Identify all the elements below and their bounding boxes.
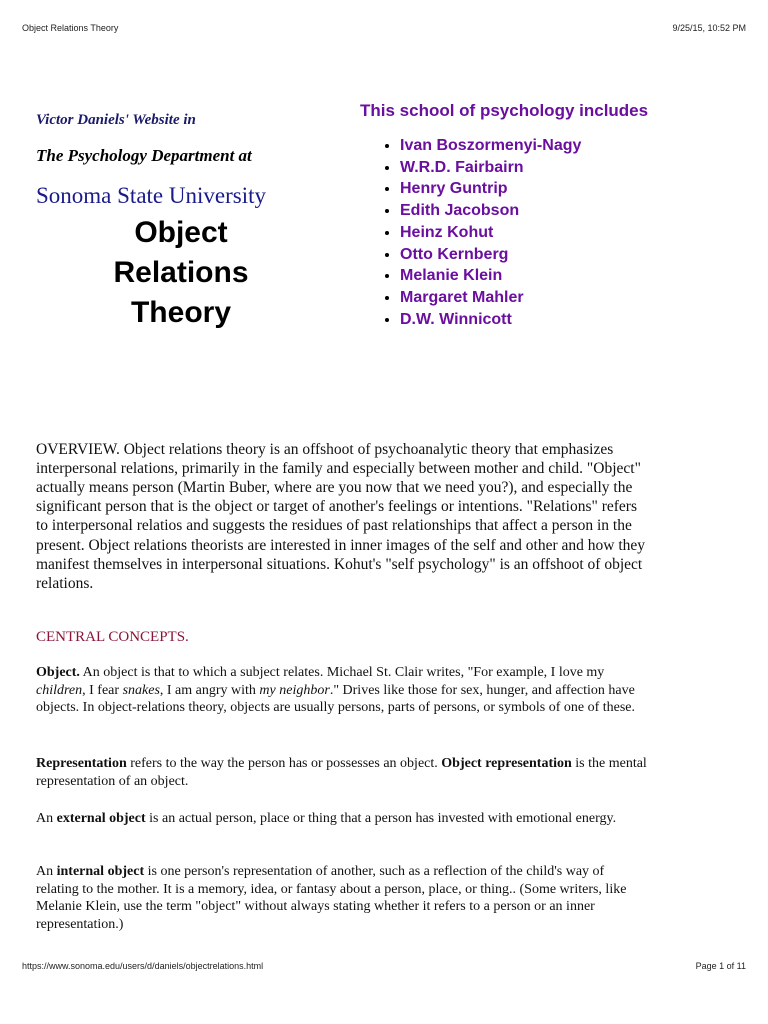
object-representation-term: Object representation xyxy=(441,756,572,771)
internal-text-1: is one person's representation of another, such as a reflection of the child's way of relating to the mother. It is a memory, idea, or fantasy about a person, place, or thing.. (Some writers, like Melanie Klein, use the term "object" without always stating whether it refers to a person or an inner representation.) xyxy=(36,864,627,932)
object-text-2: , I fear xyxy=(82,682,123,698)
print-header-datetime: 9/25/15, 10:52 PM xyxy=(672,23,746,33)
object-text-4: ." Drives like those for sex, hunger, and affection have objects. In object-relations theory, objects are usually persons, parts of persons, or symbols of one of these. xyxy=(36,682,635,715)
school-panel xyxy=(360,100,740,330)
theorist-list xyxy=(360,135,740,330)
theorist-item[interactable]: • Ivan Boszormenyi-Nagy xyxy=(400,135,740,157)
school-heading: This school of psychology includes xyxy=(360,101,649,120)
object-text-3: , I am angry with xyxy=(159,682,260,698)
overview-paragraph: OVERVIEW. Object relations theory is an offshoot of psychoanalytic theory that emphasizes interpersonal relations, primarily in the family and especially between mother and child. "Object" actually means person (Martin Buber, where are you now that we need you?), and especially the significant person that is the object or target of another's feelings or intentions. "Relations" refers to interpersonal relatios and suggests the residues of past relationships that affect a person in the present. Object relations theorists are interested in inner images of the self and other and how they manifest themselves in interpersonal situations. Kohut's "self psychology" is an offshoot of object relations. xyxy=(36,440,646,592)
theorist-item[interactable]: • Henry Guntrip xyxy=(400,178,740,200)
print-header-title: Object Relations Theory xyxy=(22,23,119,33)
theorist-item[interactable]: • Melanie Klein xyxy=(400,265,740,287)
object-emphasis-3: my neighbor xyxy=(259,682,330,698)
representation-text-1: refers to the way the person has or possesses an object. xyxy=(126,756,442,771)
representation-paragraph xyxy=(36,755,650,790)
theorist-item[interactable]: • W.R.D. Fairbairn xyxy=(400,157,740,179)
page-title-line-2: Relations xyxy=(113,256,249,289)
theorist-item[interactable]: • Otto Kernberg xyxy=(400,244,740,266)
representation-text-2: is the mental representation of an object. xyxy=(36,756,647,789)
external-text-1: is an actual person, place or thing that a person has invested with emotional energy. xyxy=(145,811,617,826)
internal-object-paragraph xyxy=(36,863,650,933)
site-author-line: Victor Daniels' Website in xyxy=(36,112,196,128)
theorist-item[interactable]: • Heinz Kohut xyxy=(400,222,740,244)
theorist-item[interactable]: • Edith Jacobson xyxy=(400,200,740,222)
internal-text-0: An xyxy=(36,864,57,879)
page-title xyxy=(36,213,326,333)
external-object-term: external object xyxy=(56,811,146,826)
representation-term: Representation xyxy=(36,756,127,771)
site-university-line: Sonoma State University xyxy=(36,183,266,208)
theorist-item[interactable]: • D.W. Winnicott xyxy=(400,309,740,331)
object-text-1: An object is that to which a subject relates. Michael St. Clair writes, "For example, I love my xyxy=(79,665,605,680)
central-concepts-heading: CENTRAL CONCEPTS. xyxy=(36,629,189,645)
object-term: Object. xyxy=(36,665,80,680)
object-emphasis-2: snakes xyxy=(122,682,160,698)
page-title-line-3: Theory xyxy=(130,296,232,329)
internal-object-term: internal object xyxy=(56,864,145,879)
external-text-0: An xyxy=(36,811,57,826)
print-header xyxy=(22,23,746,33)
print-footer xyxy=(22,961,746,971)
object-paragraph xyxy=(36,664,650,717)
theorist-item[interactable]: • Margaret Mahler xyxy=(400,287,740,309)
print-footer-url: https://www.sonoma.edu/users/d/daniels/objectrelations.html xyxy=(22,961,264,971)
external-object-paragraph xyxy=(36,810,650,828)
object-emphasis-1: children xyxy=(36,682,83,698)
page-title-line-1: Object xyxy=(134,216,228,249)
site-branding xyxy=(36,112,326,333)
print-footer-page: Page 1 of 11 xyxy=(695,961,746,971)
site-department-line: The Psychology Department at xyxy=(36,146,252,165)
